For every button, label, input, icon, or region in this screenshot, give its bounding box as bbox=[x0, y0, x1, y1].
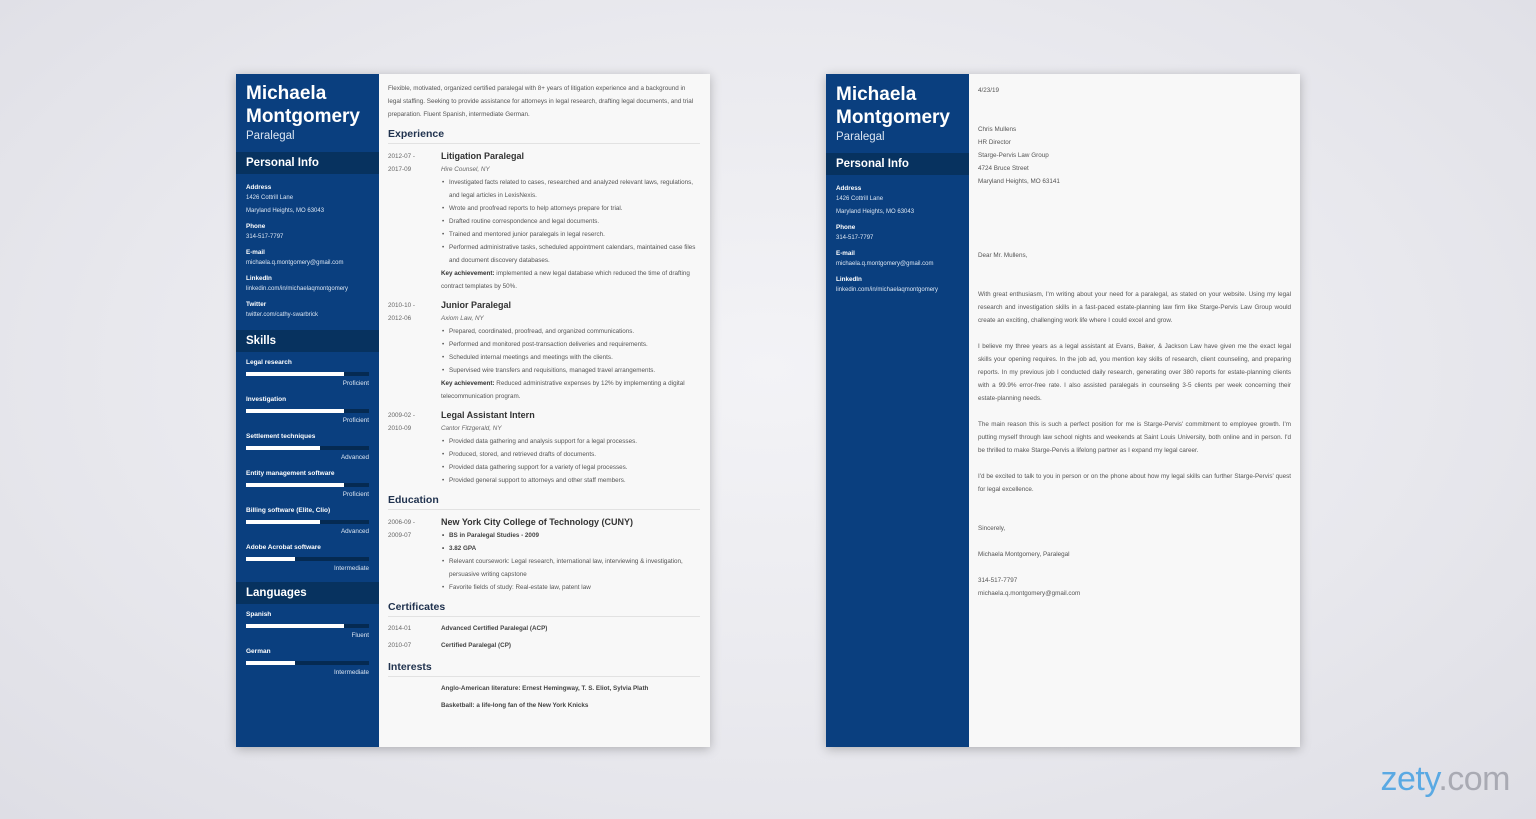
certificate-title: Certified Paralegal (CP) bbox=[441, 642, 511, 649]
job-bullets bbox=[441, 176, 700, 267]
skill-level: Proficient bbox=[342, 380, 369, 387]
phone-value: 314-517-7797 bbox=[246, 234, 284, 240]
date-start: 2006-09 - bbox=[388, 519, 415, 526]
address-line-2: Maryland Heights, MO 63043 bbox=[836, 209, 915, 215]
bullet: • Relevant coursework: Legal research, international law, interviewing & investigation, persuasive writing capstone bbox=[449, 555, 700, 581]
skill-bar bbox=[246, 483, 369, 487]
skill-item bbox=[236, 395, 379, 426]
recipient-city: Maryland Heights, MO 63141 bbox=[978, 178, 1060, 185]
language-level: Intermediate bbox=[333, 669, 369, 676]
education-bullets bbox=[441, 529, 700, 594]
skill-bar bbox=[246, 372, 369, 376]
certificates-heading: Certificates bbox=[388, 601, 700, 617]
linkedin-label: LinkedIn bbox=[836, 276, 862, 283]
closing: Sincerely, bbox=[978, 525, 1006, 532]
bullet: • Investigated facts related to cases, researched and analyzed relevant laws, regulations, and legal articles in LexisNexis. bbox=[449, 176, 700, 202]
certificates-list bbox=[388, 620, 700, 654]
bullet: • Trained and mentored junior paralegals in legal reserch. bbox=[449, 228, 700, 241]
skill-name: Billing software (Elite, Clio) bbox=[246, 507, 331, 514]
skill-bar bbox=[246, 409, 369, 413]
interest-item: Basketball: a life-long fan of the New York Knicks bbox=[441, 702, 589, 709]
recipient-title: HR Director bbox=[978, 139, 1011, 146]
recipient-company: Starge-Pervis Law Group bbox=[978, 152, 1049, 159]
language-item bbox=[236, 610, 379, 641]
language-name: Spanish bbox=[246, 611, 272, 618]
language-level: Fluent bbox=[351, 632, 369, 639]
skill-name: Legal research bbox=[246, 359, 292, 366]
date-end: 2009-07 bbox=[388, 532, 412, 539]
logo-part-1: zety bbox=[1380, 760, 1439, 798]
job-title: Litigation Paralegal bbox=[441, 151, 525, 161]
cover-letter-page bbox=[826, 74, 1300, 747]
twitter-value: twitter.com/cathy-swarbrick bbox=[246, 312, 319, 318]
job-company: Axiom Law, NY bbox=[441, 315, 484, 322]
job-company: Cantor Fitzgerald, NY bbox=[441, 425, 502, 432]
first-name: Michaela bbox=[836, 84, 917, 105]
last-name: Montgomery bbox=[246, 106, 360, 127]
languages-heading: Languages bbox=[236, 582, 379, 604]
email-value: michaela.q.montgomery@gmail.com bbox=[246, 260, 344, 266]
bullet: • Provided data gathering and analysis support for a legal processes. bbox=[449, 435, 700, 448]
resume-page bbox=[236, 74, 710, 747]
key-achievement bbox=[441, 267, 700, 293]
paragraph: With great enthusiasm, I'm writing about your need for a paralegal, as stated on your website. Using my legal research and investigation skills in a fast-paced estate-planning law firm like Starge-Pervis Law Group would create an exciting, challenging work life where I could excel and grow. bbox=[978, 291, 1291, 324]
experience-heading: Experience bbox=[388, 128, 700, 144]
linkedin-label: LinkedIn bbox=[246, 275, 272, 282]
email-value: michaela.q.montgomery@gmail.com bbox=[836, 261, 934, 267]
ka-text: implemented a new legal database which reduced the time of drafting contract templates by 50%. bbox=[441, 270, 690, 290]
ka-label: Key achievement: bbox=[441, 270, 495, 277]
personal-info-heading: Personal Info bbox=[236, 152, 379, 174]
date-start: 2009-02 - bbox=[388, 412, 415, 419]
gpa: • 3.82 GPA bbox=[449, 542, 700, 555]
bullet: • Favorite fields of study: Real-estate law, patent law bbox=[449, 581, 700, 594]
school-name: New York City College of Technology (CUNY) bbox=[441, 517, 634, 527]
job-bullets bbox=[441, 435, 700, 487]
languages-list bbox=[236, 610, 379, 678]
key-achievement bbox=[441, 377, 700, 403]
bullet: • Scheduled internal meetings and meetings with the clients. bbox=[449, 351, 700, 364]
paragraph: I'd be excited to talk to you in person or on the phone about how my legal skills can further Starge-Pervis' quest for legal excellence. bbox=[978, 473, 1291, 493]
job-role: Paralegal bbox=[246, 130, 295, 142]
certificate-item bbox=[388, 637, 700, 654]
skill-bar bbox=[246, 557, 369, 561]
contact-phone: 314-517-7797 bbox=[978, 577, 1018, 584]
resume-main bbox=[379, 74, 710, 747]
date-end: 2017-09 bbox=[388, 166, 412, 173]
degree: • BS in Paralegal Studies - 2009 bbox=[449, 529, 700, 542]
bullet: • Drafted routine correspondence and legal documents. bbox=[449, 215, 700, 228]
job-entry bbox=[388, 409, 700, 487]
skill-item bbox=[236, 506, 379, 537]
last-name: Montgomery bbox=[836, 107, 950, 128]
skill-name: Investigation bbox=[246, 396, 287, 403]
address-line-2: Maryland Heights, MO 63043 bbox=[246, 208, 325, 214]
education-heading: Education bbox=[388, 494, 700, 510]
letter-body bbox=[969, 74, 1300, 747]
skill-item bbox=[236, 469, 379, 500]
skill-level: Intermediate bbox=[333, 565, 369, 572]
language-bar bbox=[246, 624, 369, 628]
ka-text: Reduced administrative expenses by 12% by implementing a digital telecommunication program. bbox=[441, 380, 685, 400]
logo-part-2: .com bbox=[1438, 760, 1510, 798]
paragraph: The main reason this is such a perfect position for me is Starge-Pervis' commitment to employee growth. I'm putting myself through law school nights and weekends at Saint Louis University, both online and in person. I'd be thrilled to make Starge-Pervis a lifelong partner as I expand my legal career. bbox=[978, 421, 1291, 454]
date-end: 2010-09 bbox=[388, 425, 412, 432]
bullet: • Provided data gathering support for a variety of legal processes. bbox=[449, 461, 700, 474]
address-label: Address bbox=[836, 185, 862, 192]
phone-value: 314-517-7797 bbox=[836, 235, 874, 241]
certificate-date: 2010-07 bbox=[388, 642, 412, 649]
job-title: Legal Assistant Intern bbox=[441, 410, 535, 420]
bullet: • Provided general support to attorneys and other staff members. bbox=[449, 474, 700, 487]
skill-level: Proficient bbox=[342, 491, 369, 498]
ka-label: Key achievement: bbox=[441, 380, 495, 387]
greeting: Dear Mr. Mullens, bbox=[978, 252, 1028, 259]
certificate-title: Advanced Certified Paralegal (ACP) bbox=[441, 625, 548, 632]
letter-date: 4/23/19 bbox=[978, 87, 1000, 94]
linkedin-value: linkedin.com/in/michaelaqmontgomery bbox=[246, 286, 349, 292]
certificate-date: 2014-01 bbox=[388, 625, 412, 632]
skills-list bbox=[236, 358, 379, 574]
job-title: Junior Paralegal bbox=[441, 300, 512, 310]
personal-info-heading: Personal Info bbox=[826, 153, 969, 175]
bullet: • Performed administrative tasks, scheduled appointment calendars, maintained case files and document discovery databases. bbox=[449, 241, 700, 267]
address-line-1: 1426 Cottrill Lane bbox=[836, 196, 884, 202]
job-entry bbox=[388, 150, 700, 293]
certificate-item bbox=[388, 620, 700, 637]
recipient-street: 4724 Bruce Street bbox=[978, 165, 1029, 172]
bullet: • Produced, stored, and retrieved drafts of documents. bbox=[449, 448, 700, 461]
summary: Flexible, motivated, organized certified paralegal with 8+ years of litigation experience and a background in legal staffing. Seeking to provide assistance for attorneys in legal research, drafting legal documents, and trial preparation. Fluent Spanish, intermediate German. bbox=[388, 85, 694, 118]
skill-level: Proficient bbox=[342, 417, 369, 424]
skills-heading: Skills bbox=[236, 330, 379, 352]
skill-item bbox=[236, 543, 379, 574]
skill-bar bbox=[246, 520, 369, 524]
interests-heading: Interests bbox=[388, 661, 700, 677]
job-company: Hire Counsel, NY bbox=[441, 166, 490, 173]
letter-name bbox=[826, 74, 969, 129]
bullet: • Prepared, coordinated, proofread, and organized communications. bbox=[449, 325, 700, 338]
job-dates bbox=[388, 409, 441, 487]
linkedin-value: linkedin.com/in/michaelaqmontgomery bbox=[836, 287, 939, 293]
resume-name bbox=[236, 74, 379, 128]
skill-level: Advanced bbox=[340, 528, 369, 535]
skill-name: Entity management software bbox=[246, 470, 335, 477]
phone-label: Phone bbox=[246, 223, 266, 230]
personal-info bbox=[826, 175, 969, 299]
language-name: German bbox=[246, 648, 271, 655]
job-role: Paralegal bbox=[836, 131, 885, 143]
resume-sidebar bbox=[236, 74, 379, 747]
recipient-block bbox=[978, 123, 1291, 188]
email-label: E-mail bbox=[246, 249, 265, 256]
bullet: • Supervised wire transfers and requisitions, managed travel arrangements. bbox=[449, 364, 700, 377]
education-dates bbox=[388, 516, 441, 594]
job-dates bbox=[388, 299, 441, 403]
skill-item bbox=[236, 358, 379, 389]
letter-sidebar bbox=[826, 74, 969, 747]
date-start: 2012-07 - bbox=[388, 153, 415, 160]
paragraph: I believe my three years as a legal assistant at Evans, Baker, & Jackson Law have given me the exact legal skills your opening requires. In the job ad, you mention key skills of research, client counseling, and preparing reports. In my previous job I conducted daily research, generating over 380 reports for estate-planning clients with a 99.9% error-free rate. I also assisted paralegals in counseling 3-5 clients per week concerning their estate-planning needs. bbox=[978, 343, 1291, 402]
language-bar bbox=[246, 661, 369, 665]
email-label: E-mail bbox=[836, 250, 855, 257]
interest-item: Anglo-American literature: Ernest Hemingway, T. S. Eliot, Sylvia Plath bbox=[441, 685, 649, 692]
address-label: Address bbox=[246, 184, 272, 191]
language-item bbox=[236, 647, 379, 678]
signature: Michaela Montgomery, Paralegal bbox=[978, 551, 1070, 558]
contact-email: michaela.q.montgomery@gmail.com bbox=[978, 590, 1081, 597]
bullet: • Performed and monitored post-transaction deliveries and requirements. bbox=[449, 338, 700, 351]
personal-info bbox=[236, 174, 379, 324]
job-dates bbox=[388, 150, 441, 293]
date-start: 2010-10 - bbox=[388, 302, 415, 309]
recipient-name: Chris Mullens bbox=[978, 126, 1017, 133]
zety-logo bbox=[1380, 760, 1510, 799]
skill-item bbox=[236, 432, 379, 463]
skill-name: Settlement techniques bbox=[246, 433, 316, 440]
education-entry bbox=[388, 516, 700, 594]
phone-label: Phone bbox=[836, 224, 856, 231]
skill-name: Adobe Acrobat software bbox=[246, 544, 321, 551]
job-entry bbox=[388, 299, 700, 403]
first-name: Michaela bbox=[246, 83, 327, 104]
bullet: • Wrote and proofread reports to help attorneys prepare for trial. bbox=[449, 202, 700, 215]
address-line-1: 1426 Cottrill Lane bbox=[246, 195, 294, 201]
interests-list bbox=[388, 680, 700, 714]
skill-bar bbox=[246, 446, 369, 450]
job-bullets bbox=[441, 325, 700, 377]
date-end: 2012-06 bbox=[388, 315, 412, 322]
twitter-label: Twitter bbox=[246, 301, 267, 308]
skill-level: Advanced bbox=[340, 454, 369, 461]
